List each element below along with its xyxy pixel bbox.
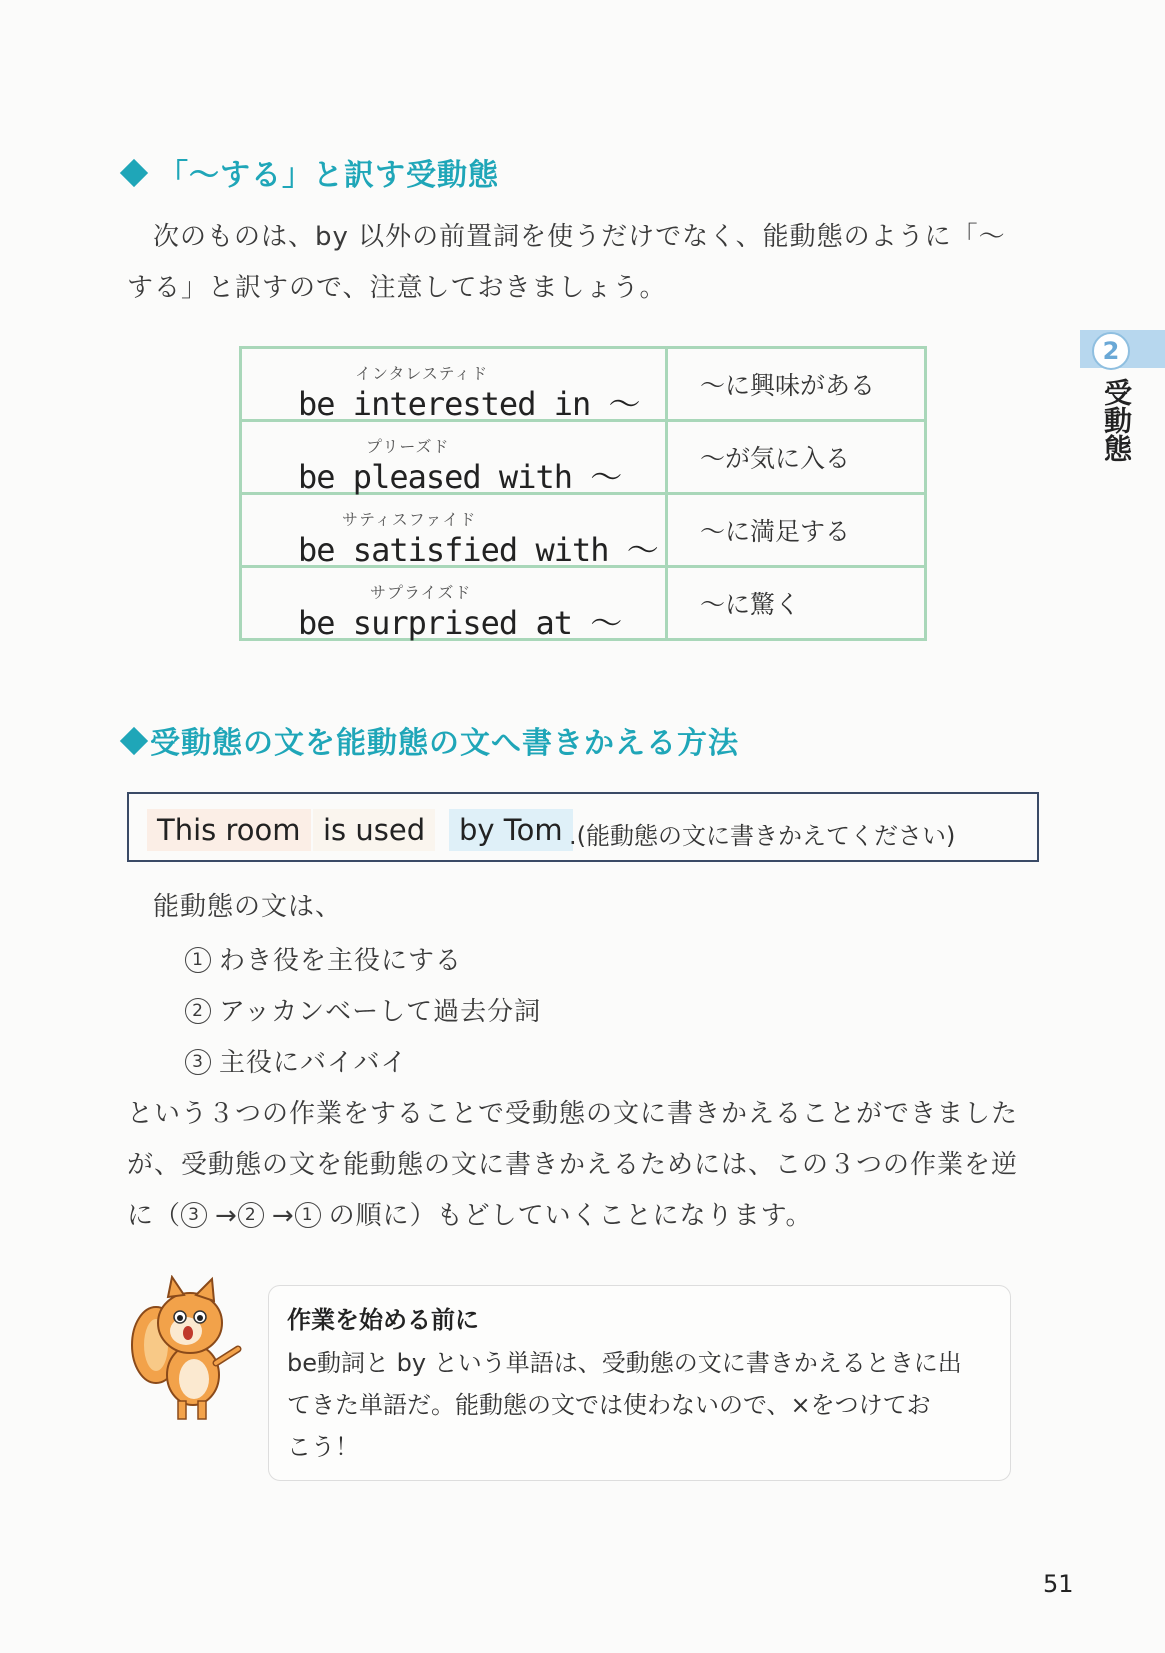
circled-number: 1 [185, 947, 211, 973]
example-box [127, 792, 1039, 862]
english-phrase: be satisfied with ～ [298, 531, 658, 569]
ruby-reading: サティスファイド [342, 510, 477, 529]
conclusion-line-3: に（ 3 → 2 → 1 の順に）もどしていくことになります。 [127, 1201, 813, 1231]
example-instruction: .(能動態の文に書きかえてください) [569, 822, 956, 850]
conclusion-line-2: が、受動態の文を能動態の文に書きかえるためには、この３つの作業を逆 [127, 1150, 1019, 1180]
ruby-reading: プリーズド [366, 437, 450, 456]
list-item: 1 わき役を主役にする [185, 940, 462, 977]
circled-number: 3 [185, 1049, 211, 1075]
intro-paragraph: 次のものは、by 以外の前置詞を使うだけでなく、能動態のように「～する」と訳すので、注意しておきましょう。 [127, 222, 1006, 303]
diamond-bullet-icon [120, 158, 148, 186]
verb-chip: is used [313, 809, 435, 851]
chapter-number: 2 [1092, 332, 1130, 370]
table-row [241, 421, 926, 494]
section-heading-1: 「～する」と訳す受動態 [124, 150, 499, 194]
steps-intro: 能動態の文は、 [153, 892, 343, 922]
diamond-bullet-icon [120, 726, 148, 754]
japanese-meaning: ～に満足する [667, 494, 926, 567]
conclusion-line-1: という３つの作業をすることで受動態の文に書きかえることができました [127, 1099, 1019, 1129]
table-row [241, 567, 926, 640]
squirrel-mascot-icon [128, 1275, 248, 1425]
chapter-label: 受動態 [1100, 378, 1133, 462]
circled-number: 2 [238, 1202, 264, 1228]
tip-box [268, 1285, 1011, 1481]
section-heading-2: 受動態の文を能動態の文へ書きかえる方法 [124, 718, 739, 762]
circled-number: 1 [295, 1202, 321, 1228]
ruby-reading: インタレスティド [355, 364, 489, 383]
english-phrase: be pleased with ～ [298, 458, 622, 496]
japanese-meaning: ～に興味がある [667, 348, 926, 421]
circled-number: 3 [181, 1202, 207, 1228]
vocab-table [239, 346, 927, 641]
table-row [241, 348, 926, 421]
table-row [241, 494, 926, 567]
ruby-reading: サプライズド [370, 583, 472, 602]
english-phrase: be surprised at ～ [298, 604, 622, 642]
subject-chip: This room [147, 809, 311, 851]
tip-title: 作業を始める前に [287, 1306, 479, 1334]
page-number: 51 [1043, 1570, 1074, 1598]
japanese-meaning: ～が気に入る [667, 421, 926, 494]
list-item: 2 アッカンベーして過去分詞 [185, 991, 541, 1028]
agent-chip: by Tom [449, 809, 573, 851]
english-phrase: be interested in ～ [298, 385, 640, 423]
tip-text: be動詞と by という単語は、受動態の文に書きかえるときに出 てきた単語だ。能動態の文では使わないので、×をつけてお こう！ [287, 1349, 962, 1461]
japanese-meaning: ～に驚く [667, 567, 926, 640]
circled-number: 2 [185, 998, 211, 1024]
list-item: 3 主役にバイバイ [185, 1042, 407, 1079]
